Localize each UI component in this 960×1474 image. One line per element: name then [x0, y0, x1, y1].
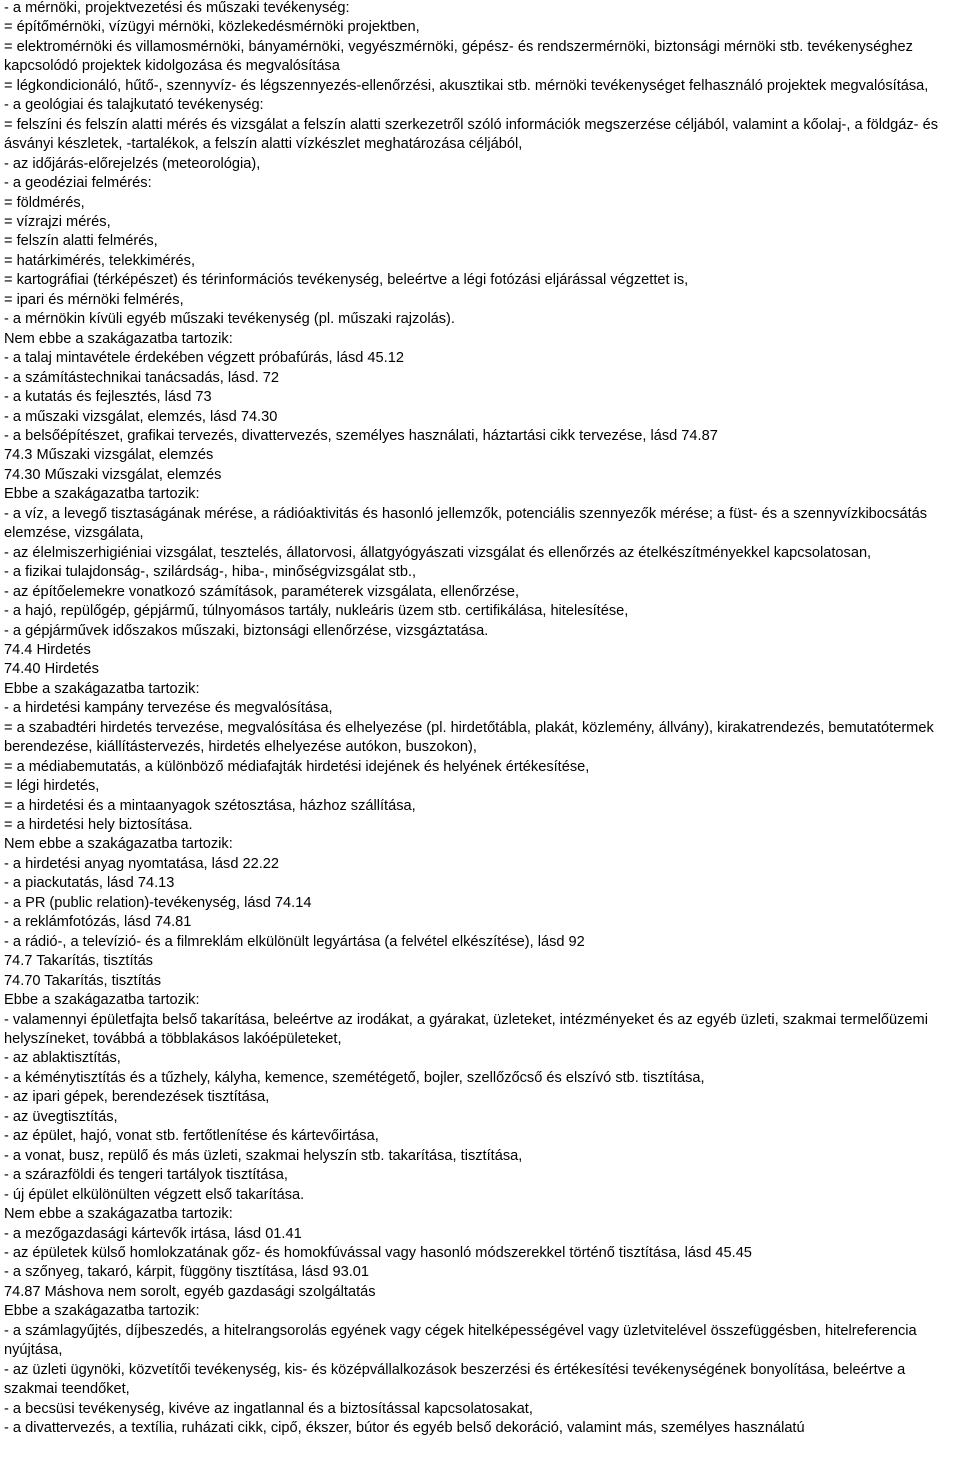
section-heading: Nem ebbe a szakágazatba tartozik:	[4, 330, 233, 347]
text-line: - a fizikai tulajdonság-, szilárdság-, hiba-, minőségvizsgálat stb.,	[4, 564, 417, 581]
section-heading: Nem ebbe a szakágazatba tartozik:	[4, 836, 233, 853]
text-line: - a PR (public relation)-tevékenység, lásd 74.14	[4, 894, 312, 911]
text-line: - az üzleti ügynöki, közvetítői tevékenység, kis- és középvállalkozások beszerzési és értékesítési tevékenységének bonyolítása, beleértve a szakmai teendőket,	[4, 1361, 906, 1398]
section-heading: 74.3 Műszaki vizsgálat, elemzés	[4, 447, 214, 464]
text-line: - a becsüsi tevékenység, kivéve az ingatlannal és a biztosítással kapcsolatosakat,	[4, 1400, 533, 1417]
section-heading: Ebbe a szakágazatba tartozik:	[4, 486, 200, 503]
text-line: = kartográfiai (térképészet) és térinformációs tevékenység, beleértve a légi fotózási eljárással végzettet is,	[4, 272, 689, 289]
text-line: - új épület elkülönülten végzett első takarítása.	[4, 1186, 305, 1203]
text-line: - a kutatás és fejlesztés, lásd 73	[4, 389, 212, 406]
section-heading: 74.30 Műszaki vizsgálat, elemzés	[4, 466, 222, 483]
section-heading: Ebbe a szakágazatba tartozik:	[4, 1303, 200, 1320]
document-body	[4, 0, 956, 1439]
section-heading: 74.7 Takarítás, tisztítás	[4, 953, 153, 970]
text-line: = építőmérnöki, vízügyi mérnöki, közlekedésmérnöki projektben,	[4, 19, 420, 36]
text-line: - a hirdetési kampány tervezése és megvalósítása,	[4, 700, 333, 717]
section-heading: Nem ebbe a szakágazatba tartozik:	[4, 1206, 233, 1223]
text-line: = légkondicionáló, hűtő-, szennyvíz- és légszennyezés-ellenőrzési, akusztikai stb. mérnöki tevékenységet felhasználó projektek megvalósítása,	[4, 77, 929, 94]
section-heading: 74.40 Hirdetés	[4, 661, 99, 678]
text-line: = földmérés,	[4, 194, 85, 211]
text-line: - a reklámfotózás, lásd 74.81	[4, 914, 192, 931]
section-heading: Ebbe a szakágazatba tartozik:	[4, 992, 200, 1009]
text-line: - az építőelemekre vonatkozó számítások, paraméterek vizsgálata, ellenőrzése,	[4, 583, 520, 600]
text-line: - a kéménytisztítás és a tűzhely, kályha, kemence, szemétégető, bojler, szellőzőcső és elszívó stb. tisztítása,	[4, 1069, 705, 1086]
text-line: = a hirdetési hely biztosítása.	[4, 817, 193, 834]
text-line: = a szabadtéri hirdetés tervezése, megvalósítása és elhelyezése (pl. hirdetőtábla, plakát, közlemény, állvány), kirakatrendezés, bemutatótermek berendezése, kiállítástervezés, hirdetés elhelyezése autókon, buszokon),	[4, 719, 934, 756]
text-line: - a divattervezés, a textília, ruházati cikk, cipő, ékszer, bútor és egyéb belső dekoráció, valamint más, személyes használatú	[4, 1420, 805, 1437]
text-line: - a rádió-, a televízió- és a filmreklám elkülönült legyártása (a felvétel elkészítése), lásd 92	[4, 933, 585, 950]
text-line: - az ipari gépek, berendezések tisztítása,	[4, 1089, 270, 1106]
text-line: = légi hirdetés,	[4, 778, 100, 795]
text-line: = határkimérés, telekkimérés,	[4, 252, 196, 269]
text-line: = ipari és mérnöki felmérés,	[4, 291, 184, 308]
text-line: - az épületek külső homlokzatának gőz- és homokfúvással vagy hasonló módszerekkel történő tisztítása, lásd 45.45	[4, 1245, 752, 1261]
text-line: - az épület, hajó, vonat stb. fertőtlenítése és kártevőirtása,	[4, 1128, 379, 1145]
section-heading: 74.70 Takarítás, tisztítás	[4, 972, 162, 989]
text-line: - az élelmiszerhigiéniai vizsgálat, tesztelés, állatorvosi, állatgyógyászati vizsgálat és ellenőrzés az ételkészítményekkel kapcsolatosan,	[4, 544, 872, 561]
text-line: = a hirdetési és a mintaanyagok szétosztása, házhoz szállítása,	[4, 797, 416, 814]
text-line: - az üvegtisztítás,	[4, 1108, 118, 1125]
text-line: = vízrajzi mérés,	[4, 213, 111, 230]
text-line: - a piackutatás, lásd 74.13	[4, 875, 175, 892]
text-line: - a talaj mintavétele érdekében végzett próbafúrás, lásd 45.12	[4, 350, 404, 367]
text-line: - a vonat, busz, repülő és más üzleti, szakmai helyszín stb. takarítása, tisztítása,	[4, 1147, 523, 1164]
text-line: - a belsőépítészet, grafikai tervezés, divattervezés, személyes használati, háztartási cikk tervezése, lásd 74.87	[4, 427, 718, 444]
text-line: - a műszaki vizsgálat, elemzés, lásd 74.30	[4, 408, 278, 425]
text-line: - valamennyi épületfajta belső takarítása, beleértve az irodákat, a gyárakat, üzleteket, intézményeket és az egyéb üzleti, szakmai termelőüzemi helyszíneket, továbbá a többlakásos lakóépületeket,	[4, 1011, 928, 1048]
section-heading: 74.4 Hirdetés	[4, 641, 91, 658]
text-line: - a hajó, repülőgép, gépjármű, túlnyomásos tartály, nukleáris üzem stb. certifikálása, hitelesítése,	[4, 603, 629, 620]
section-heading: 74.87 Máshova nem sorolt, egyéb gazdasági szolgáltatás	[4, 1283, 376, 1300]
text-line: - a mérnöki, projektvezetési és műszaki tevékenység:	[4, 0, 350, 16]
text-line: - a geodéziai felmérés:	[4, 175, 152, 192]
text-line: - a hirdetési anyag nyomtatása, lásd 22.22	[4, 855, 280, 872]
text-line: - a geológiai és talajkutató tevékenység:	[4, 97, 264, 114]
text-line: = felszín alatti felmérés,	[4, 233, 158, 250]
text-line: - a mérnökin kívüli egyéb műszaki tevékenység (pl. műszaki rajzolás).	[4, 311, 455, 328]
text-line: = felszíni és felszín alatti mérés és vizsgálat a felszín alatti szerkezetről szóló információk megszerzése céljából, valamint a kőolaj-, a földgáz- és ásványi készletek, -tartalékok, a felszín alatti vízkészlet meghatározása céljából,	[4, 116, 938, 153]
text-line: - az időjárás-előrejelzés (meteorológia),	[4, 155, 261, 172]
text-line: - a szárazföldi és tengeri tartályok tisztítása,	[4, 1167, 288, 1184]
text-line: - a számlagyűjtés, díjbeszedés, a hitelrangsorolás egyének vagy cégek hitelképességével vagy üzletvitelével összefüggésben, hitelreferencia nyújtása,	[4, 1322, 917, 1359]
text-line: - a gépjárművek időszakos műszaki, biztonsági ellenőrzése, vizsgáztatása.	[4, 622, 489, 639]
section-heading: Ebbe a szakágazatba tartozik:	[4, 680, 200, 697]
text-line: - a szőnyeg, takaró, kárpit, függöny tisztítása, lásd 93.01	[4, 1264, 370, 1281]
text-line: - az ablaktisztítás,	[4, 1050, 121, 1067]
text-line: - a víz, a levegő tisztaságának mérése, a rádióaktivitás és hasonló jellemzők, potenciális szennyezők mérése; a füst- és a szennyvízkibocsátás elemzése, vizsgálata,	[4, 505, 928, 542]
text-line: = a médiabemutatás, a különböző médiafajták hirdetési idejének és helyének értékesítése,	[4, 758, 590, 775]
text-line: - a számítástechnikai tanácsadás, lásd. 72	[4, 369, 279, 386]
text-line: = elektromérnöki és villamosmérnöki, bányamérnöki, vegyészmérnöki, gépész- és rendszermérnöki, biztonsági mérnöki stb. tevékenységhez kapcsolódó projektek kidolgozása és megvalósítása	[4, 38, 913, 75]
text-line: - a mezőgazdasági kártevők irtása, lásd 01.41	[4, 1225, 302, 1242]
